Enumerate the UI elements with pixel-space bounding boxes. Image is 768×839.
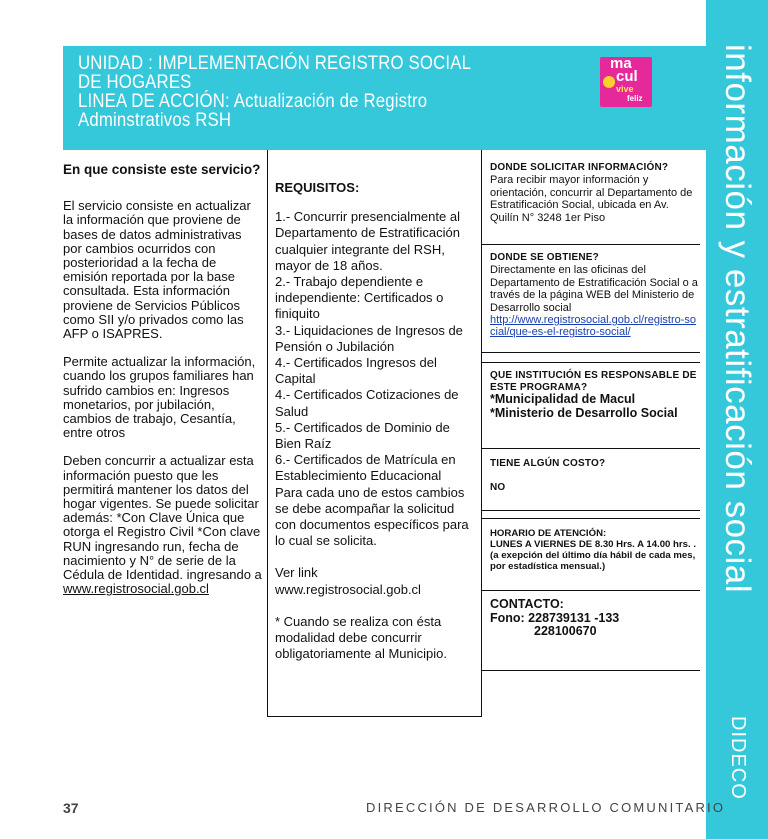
logo-text: feliz: [627, 94, 643, 103]
section-heading: DONDE SOLICITAR INFORMACIÓN?: [490, 162, 669, 173]
row-divider: [482, 590, 700, 591]
requirements-column: [275, 180, 471, 662]
paragraph: Deben concurrir a actualizar esta información puesto que les permitirá mantener los datos del hogar vigentes. Se puede solicitar además: *Con Clave Única que otorga el Registro Civil *Con clave RUN ingresando run, fecha de nacimiento y N° de serie de la Cédula de Identidad. ingresando a: [63, 453, 262, 583]
contact-section: [490, 598, 700, 639]
page-title: [78, 54, 508, 130]
list-item: 4.- Certificados Ingresos del Capital: [275, 355, 437, 387]
row-divider: [482, 510, 700, 511]
row-divider: [482, 244, 700, 245]
title-line: Adminstrativos RSH: [78, 109, 232, 131]
macul-logo: [600, 57, 652, 107]
row-divider: [482, 362, 700, 363]
section-heading: TIENE ALGÚN COSTO?: [490, 458, 606, 469]
institution-item: *Ministerio de Desarrollo Social: [490, 405, 678, 420]
logo-text: cul: [616, 68, 638, 85]
hours-section: [490, 528, 700, 572]
list-item: 4.- Certificados Cotizaciones de Salud: [275, 387, 459, 419]
cost-section: [490, 458, 700, 495]
paragraph: Directamente en las oficinas del Departamento de Estratificación Social o a través de la página WEB del Ministerio de Desarrollo social: [490, 264, 698, 314]
list-item: 1.- Concurrir presencialmente al Departamento de Estratificación cualquier integrante del RSH, mayor de 18 años.: [275, 209, 460, 273]
note: * Cuando se realiza con ésta modalidad debe concurrir obligatoriamente al Municipio.: [275, 613, 447, 662]
logo-text: ma: [610, 57, 632, 72]
section-heading: QUE INSTITUCIÓN ES RESPONSABLE DE ESTE PROGRAMA?: [490, 370, 697, 393]
phone-number: Fono: 228739131 -133: [490, 610, 620, 625]
section-heading: En que consiste este servicio?: [63, 162, 261, 177]
page-number: 37: [63, 800, 79, 816]
registro-social-link[interactable]: www.registrosocial.gob.cl: [275, 581, 421, 597]
paragraph: Permite actualizar la información, cuando los grupos familiares han sufrido cambios en: Ingresos monetarios, por jubilación, cambios de trabajo, Cesantía, entre otros: [63, 354, 256, 441]
title-line: UNIDAD : IMPLEMENTACIÓN REGISTRO SOCIAL: [78, 52, 472, 74]
row-divider: [482, 518, 700, 519]
paragraph: El servicio consiste en actualizar la información que proviene de bases de datos administrativas por cambios ocurridos con posterioridad a la fecha de emisión reportada por la base consultada. Esta información proviene de Servicios Públicos como SII y/o privados como las AFP o ISAPRES.: [63, 198, 251, 342]
section-heading: CONTACTO:: [490, 597, 564, 611]
row-divider: [482, 670, 700, 671]
footer-department: DIRECCIÓN DE DESARROLLO COMUNITARIO: [366, 800, 726, 815]
requirements-list: [275, 209, 471, 484]
title-line: LINEA DE ACCIÓN: Actualización de Registro: [78, 90, 428, 112]
info-section: [490, 162, 700, 224]
logo-text: vive: [616, 84, 634, 94]
paragraph: Para cada uno de estos cambios se debe acompañar la solicitud con documentos específicos para lo cual se solicita.: [275, 484, 469, 549]
phone-number: 228100670: [534, 624, 597, 638]
list-item: 5.- Certificados de Dominio de Bien Raíz: [275, 419, 450, 452]
section-heading: DONDE SE OBTIENE?: [490, 252, 599, 263]
column-divider: [267, 150, 268, 717]
section-heading: REQUISITOS:: [275, 180, 360, 195]
smiley-icon: [603, 76, 615, 88]
hours-text: LUNES A VIERNES DE 8.30 Hrs. A 14.00 hrs. . (a exepción del último día hábil de cada mes, por estadística mensual.): [490, 539, 696, 572]
ministerio-link[interactable]: http://www.registrosocial.gob.cl/registro-social/que-es-el-registro-social/: [490, 314, 697, 339]
institution-item: *Municipalidad de Macul: [490, 392, 636, 406]
obtain-section: [490, 252, 700, 339]
column-bottom-rule: [268, 716, 482, 717]
cost-value: NO: [490, 482, 506, 494]
row-divider: [482, 352, 700, 353]
row-divider: [482, 448, 700, 449]
section-heading: HORARIO DE ATENCIÓN:: [490, 528, 607, 539]
column-divider: [481, 150, 482, 717]
institution-section: [490, 370, 700, 420]
list-item: 6.- Certificados de Matrícula en Establecimiento Educacional: [275, 452, 456, 484]
service-description-column: [63, 163, 263, 596]
ver-link-label: Ver link: [275, 565, 318, 581]
list-item: 2.- Trabajo dependiente e independiente: Certificados o finiquito: [275, 274, 444, 322]
paragraph: Para recibir mayor información y orientación, concurrir al Departamento de Estratificación Social, ubicada en Av. Quilín N° 3248 1er Piso: [490, 174, 693, 224]
title-line: DE HOGARES: [78, 71, 192, 93]
list-item: 3.- Liquidaciones de Ingresos de Pensión o Jubilación: [275, 322, 463, 354]
sidebar-title: información y estratificación social: [718, 44, 757, 594]
sidebar-subtitle: DIDECO: [727, 716, 749, 800]
registro-social-link[interactable]: www.registrosocial.gob.cl: [63, 581, 209, 597]
